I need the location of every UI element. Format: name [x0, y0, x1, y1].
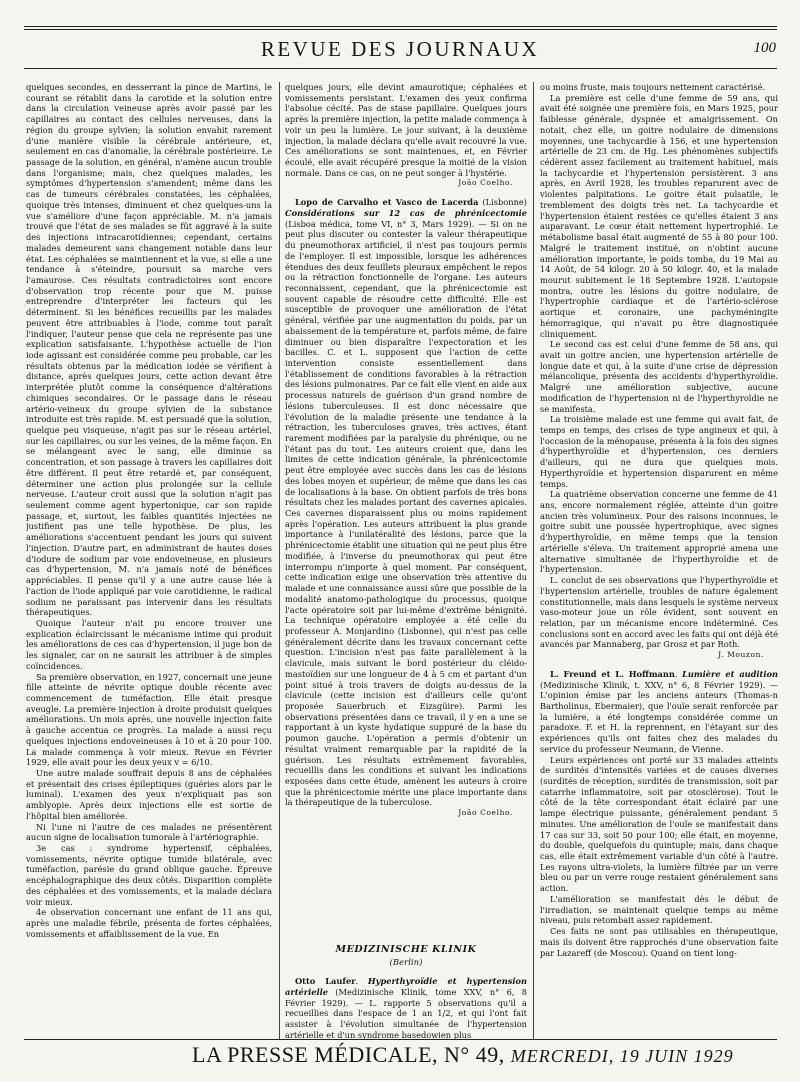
- article-title: Lumière et audition: [682, 668, 778, 679]
- article-author: L. Freund et L. Hoffmann: [550, 668, 675, 679]
- paragraph: quelques secondes, en desserrant la pince de Martins, le courant se rétablit dans la carotide et la solution entre dans la circulation veineuse après avoir passé par les capillaires au contact des cellules nerveuses, dans la région du groupe sylvien; la solution envahit rarement d'une manière visible la cérébrale antérieure, et, seulement en cas d'anomalie, la cérébrale postérieure. Le passage de la solution, en général, n'amène aucun trouble dans l'organisme; mais, chez quelques malades, les symptômes d'hypertension s'amendent; même dans les cas de tumeurs cérébrales constatées, les céphalées, quoique très intenses, diminuent et chez quelques-uns la vue s'améliore d'une façon appréciable. M. n'a jamais trouvé que l'état de ses malades se fût aggravé à la suite des injections intracarotidiennes; cependant, certains malades demeurent sans changement notable dans leur état. Les céphalées se maintiennent et la vue, si elle a une tendance à s'éteindre, poursuit sa marche vers l'amaurose. Ces résultats contradictoires sont encore d'observation trop récente pour que M. puisse entreprendre d'interpréter les facteurs qui les déterminent. Si les bénéfices recueillis par les malades peuvent être attribuables à l'iode, comme tout paraît l'indiquer, l'auteur pense que cela ne représente pas une explication satisfaisante. L'hypothèse actuelle de l'ion iode agissant est considérée comme peu probable, car les résultats obtenus par la médication iodée se vérifient à distance, après quelques jours, cette action devant être interprétée plutôt comme la conséquence d'altérations chimiques secondaires. Or le passage dans le réseau artério-veineux du groupe sylvien de la substance introduite est très rapide. M. est persuadé que la solution, quelque peu visqueuse, n'agit pas sur le réseau artériel, sur les capillaires, ou sur les veines, de la même façon. En se mélangeant avec le sang, elle diminue sa concentration, et son passage à travers les capillaires doit être différent. Il peut être retardé et, par conséquent, déterminer une action plus prolongée sur la cellule nerveuse. L'auteur croit aussi que la solution n'agit pas seulement comme agent hypertonique, car son rapide passage, et, surtout, les faibles quantités injectées ne justifient pas une telle hypothèse. De plus, les améliorations s'accentuent pendant les jours qui suivent l'injection. D'autre part, en administrant de hautes doses d'iodure de sodium par voie endoveineuse, en plusieurs cas d'hypertension, M. n'a jamais noté de bénéfices appréciables. Il pense qu'il y a une autre cause liée à l'action de l'iode appliqué par voie carotidienne, le radical sodium ne paraissant pas intervenir dans les résultats thérapeutiques.: [26, 82, 272, 618]
- article-laufer: Otto Laufer. Hyperthyroïdie et hypertension artérielle (Medizinische Klinik, tome XXV, n° 6, 8 Février 1929). — L. rapporte 5 observations qu'il a recueillies dans l'espace de 1 an 1/2, et qui l'ont fait assister à l'évolution simultanée de l'hypertension artérielle et d'un syndrome basedowien plus: [285, 976, 527, 1040]
- footer-date: MERCREDI, 19 JUIN 1929: [510, 1046, 734, 1066]
- header-top-rule: [24, 26, 777, 27]
- paragraph: quelques jours, elle devint amaurotique; céphalées et vomissements persistant. L'examen des yeux confirma l'absolue cécité. Pas de stase papillaire. Quelques jours après la première injection, la petite malade commença à voir un peu la lumière. Le jour suivant, à la deuxième injection, la malade déclara qu'elle avait recouvré la vue. Ces améliorations se sont maintenues, et, en Février écoulé, elle avait récupéré presque la moitié de la vision normale. Dans ce cas, on ne peut songer à l'hystérie.: [285, 82, 527, 178]
- section-heading: MEDIZINISCHE KLINIK: [335, 943, 477, 955]
- paragraph: Sa première observation, en 1927, concernait une jeune fille atteinte de névrite optique double récente avec commencement de tuméfaction. Elle était presque aveugle. La première injection à droite produisit quelques améliorations. Un mois après, une nouvelle injection faite à gauche accentua ce progrès. La malade a aussi reçu quelques injections endoveineuses à 10 et à 20 pour 100. La malade commença à voir mieux. Revue en Février 1929, elle avait pour les deux yeux v = 6/10.: [26, 671, 272, 768]
- paragraph: Ces faits ne sont pas utilisables en thérapeutique, mais ils doivent être rapprochés d'une observation faite par Lazareff (de Moscou). Quand on tient long-: [540, 926, 778, 958]
- paragraph: Le second cas est celui d'une femme de 58 ans, qui avait un goitre ancien, une hypertension artérielle de longue date et qui, à la suite d'une crise de dépression mélancolique, présenta des accidents d'hyperthyroïdie. Malgré une amélioration subjective, aucune modification de l'hypertension ni de l'hyperthyroïdie ne se manifesta.: [540, 339, 778, 414]
- paragraph: La quatrième observation concerne une femme de 41 ans, encore normalement réglée, atteinte d'un goitre ancien très volumineux. Pour des raisons inconnues, le goitre subit une poussée hypertrophique, avec signes d'hyperthyroïdie, en même temps que la tension artérielle s'éleva. Un traitement approprié amena une alternative simultanée de l'hyperthyroïdie et de l'hypertension.: [540, 489, 778, 575]
- paragraph: 4e observation concernant une enfant de 11 ans qui, après une maladie fébrile, présenta de fortes céphalées, vomissements et affaiblissement de la vue. En: [26, 907, 272, 939]
- column-3: [540, 82, 778, 1040]
- paragraph: L. conclut de ses observations que l'hyperthyroïdie et l'hypertension artérielle, troubles de nature également constitutionnelle, mais dans lesquels le système nerveux vaso-moteur joue un rôle évident, sont souvent en relation, par un mécanisme encore indéterminé. Ces conclusions sont en accord avec les faits qui ont déjà été avancés par Mannaberg, par Grosz et par Roth.: [540, 575, 778, 650]
- column-divider: [279, 82, 280, 1040]
- author-signature: João Coelho.: [458, 808, 513, 818]
- article-reference: (Lisboa médica, tome VI, n° 3, Mars 1929). —: [285, 218, 491, 229]
- article-author: Lopo de Carvalho et Vasco de Lacerda: [295, 197, 479, 208]
- article-text: Si on ne peut plus discuter ou contester la valeur thérapeutique du pneumothorax artificiel, il n'est pas toujours permis de l'employer. Il est impossible, lorsque les adhérences étendues des deux feuillets pleuraux empêchent le repos ou la rétraction fonctionnelle de l'organe. Les auteurs reconnaissent, cependant, que la phrénicectomie est souvent capable de résoudre cette difficulté. Elle est susceptible de provoquer une amélioration de l'état général, vérifiée par une augmentation du poids, par un abaissement de la température et, parfois même, de faire diminuer ou bien disparaître l'expectoration et les bacilles. C. et L. supposent que l'action de cette intervention consiste essentiellement dans l'établissement de conditions favorables à la rétraction des lésions pulmonaires. Par ce fait elle vient en aide aux processus naturels de guérison d'un grand nombre de lésions tuberculeuses. Il est donc nécessaire que l'évolution de la maladie présente une tendance à la rétraction, les tuberculoses graves, très actives, étant rarement modifiées par la paralysie du phrénique, ou ne l'étant pas du tout. Les auteurs croient que, dans les limites de cette indication générale, la phrénicectomie peut être employée avec succès dans les cas de lésions des lobes moyen et supérieur, de même que dans les cas de localisations à la base. On obtient parfois de très bons résultats chez les malades portant des cavernes apicales. Ces cavernes disparaissent plus ou moins rapidement après l'opération. Les auteurs attribuent la plus grande importance à l'unilatéralité des lésions, parce que la phrénicectomie établit une situation qui ne peut plus être modifiée, à l'inverse du pneumothorax qui peut être interrompu n'importe à quel moment. Par conséquent, cette indication exige une observation très attentive du malade et une connaissance aussi sûre que possible de la modalité anatomo-pathologique du processus, quoique l'acte opératoire soit par lui-même d'extrême bénignité. La technique opératoire employée a été celle du professeur A. Monjardino (Lisbonne), qui n'est pas celle généralement décrite dans les travaux concernant cette question. L'incision n'est pas faite parallèlement à la clavicule, mais suivant le bord postérieur du cléido-mastoïdien sur une longueur de 4 à 5 cm et partant d'un point situé à trois travers de doigts au-dessus de la clavicule (cette incision est d'ailleurs celle qu'ont proposée Sauerbruch et Eizsgüire). Parmi les observations présentées dans ce travail, il y en a une se rapportant à un kyste hydatique suppuré de la base du poumon gauche. L'opération a permis d'obtenir un résultat vraiment remarquable par la rapidité de la guérison. Les résultats extrêmement favorables, recueillis dans les conditions et suivant les indications exposées dans cette étude, amènent les auteurs à croire que la phrénicectomie mérite une place importante dans la thérapeutique de la tuberculose.: [285, 218, 527, 808]
- author-signature: João Coelho.: [458, 178, 513, 188]
- article-reference: (Medizinische Klinik, t. XXV, n° 6, 8 Février 1929). —: [540, 679, 778, 690]
- article-freund-hoffmann: L. Freund et L. Hoffmann. Lumière et audition (Medizinische Klinik, t. XXV, n° 6, 8 Février 1929). — L'opinion émise par les anciens auteurs (Thomas-n Bartholinus, Ebermaier), que l'ouïe serait renforcée par la lumière, a été longtemps considérée comme un paradoxe. F. et H. la reprennent, en l'étayant sur des expériences qu'ils ont faites chez des malades du service du professeur Neumann, de Vienne.: [540, 668, 778, 754]
- author-signature: J. Mouzon.: [718, 650, 764, 660]
- article-text: L'opinion émise par les anciens auteurs (Thomas-n Bartholinus, Ebermaier), que l'ouïe serait renforcée par la lumière, a été longtemps considérée comme un paradoxe. F. et H. la reprennent, en l'étayant sur des expériences qu'ils ont faites chez des malades du service du professeur Neumann, de Vienne.: [540, 690, 778, 754]
- header-top-rule-inner: [24, 29, 777, 30]
- page-footer: [192, 1042, 792, 1068]
- column-divider: [533, 82, 534, 1040]
- page-number: 100: [753, 40, 776, 56]
- paragraph: Une autre malade souffrait depuis 8 ans de céphalées et présentait des crises épileptiques (guéries alors par le luminal). L'examen des yeux n'expliquait pas son amblyopie. Après deux injections elle est sortie de l'hôpital bien améliorée.: [26, 768, 272, 821]
- paragraph: L'amélioration se manifestait dès le début de l'irradiation, se maintenait quelque temps au même niveau, puis retombait assez rapidement.: [540, 893, 778, 926]
- article-title: Considérations sur 12 cas de phrénicectomie: [285, 207, 527, 218]
- column-1: [26, 82, 272, 1040]
- paragraph: 3e cas : syndrome hypertensif, céphalées, vomissements, névrite optique tumide bilatérale, avec tuméfaction, parésie du grand oblique gauche. Épreuve encéphalographique des deux côtés. Disparition complète des céphalées et des vomissements, et la malade déclara voir mieux.: [26, 843, 272, 907]
- footer-journal: LA PRESSE MÉDICALE, N° 49,: [192, 1042, 505, 1067]
- paragraph: Ni l'une ni l'autre de ces malades ne présentèrent aucun signe de localisation tumorale à l'artériographie.: [26, 821, 272, 843]
- section-city: (Berlin): [389, 957, 423, 968]
- paragraph: La première est celle d'une femme de 59 ans, qui avait été soignée une première fois, en Mars 1925, pour faiblesse générale, dyspnée et amaigrissement. On notait, chez elle, un goitre nodulaire de dimensions moyennes, une tachycardie à 156, et une hypertension artérielle de 23 cm. de Hg. Les phénomènes subjectifs cédèrent assez facilement au traitement habituel, mais la tachycardie et l'hypertension persistèrent. 3 ans après, en Avril 1928, les troubles reparurent avec de violentes palpitations. Le goitre était pulsatile, le tremblement des doigts très net. La tachycardie et l'hypertension étaient restées ce qu'elles étaient 3 ans auparavant. Le cœur était nettement hypertrophié. Le métabolisme basal était augmenté de 55 à 80 pour 100. Malgré le traitement institué, on n'obtint aucune amélioration importante, le poids tomba, du 19 Mai au 14 Août, de 54 kilogr. 20 à 50 kilogr. 40, et la malade mourut subitement le 18 Septembre 1928. L'autopsie montra, outre les lésions du goitre nodulaire, de l'hypertrophie cardiaque et de l'artério-sclérose aortique et coronaire, une pachyméningite hémorragique, qui n'avait pu être diagnostiquée cliniquement.: [540, 92, 778, 339]
- paragraph: ou moins fruste, mais toujours nettement caractérisé.: [540, 82, 766, 92]
- paragraph: La troisième malade est une femme qui avait fait, de temps en temps, des crises de type angineux et qui, à l'occasion de la ménopause, présenta à la fois des signes d'hyperthyroïdie et d'hypertension, ces derniers d'ailleurs, qui ne dura que quelques mois. Hyperthyroïdie et hypertension disparurent en même temps.: [540, 414, 778, 489]
- article-title: Hyperthyroïdie et hypertension artérielle: [285, 976, 527, 998]
- column-2: [285, 82, 527, 1040]
- paragraph: Leurs expériences ont porté sur 33 malades atteints de surdités d'intensités variées et de causes diverses (surdités de réception, surdités de transmission, soit par catarrhe inflammatoire, soit par otosclérose). Tout le côté de la tête correspondant était éclairé par une lampe électrique puissante, généralement pendant 5 minutes. Une amélioration de l'ouïe se manifestait dans 17 cas sur 33, soit 50 pour 100; elle était, en moyenne, du double, quelquefois du quintuple; mais, dans chaque cas, elle était extrêmement variable d'un côté à l'autre. Les rayons ultra-violets, la lumière filtrée par un verre bleu ou par un verre rouge restaient généralement sans action.: [540, 754, 778, 894]
- paragraph: Quoique l'auteur n'ait pu encore trouver une explication éclaircissant le mécanisme intime qui produit les améliorations de ces cas d'hypertension, il juge bon de les signaler, car on ne saurait les attribuer à de simples coïncidences.: [26, 617, 272, 671]
- article-text: L. rapporte 5 observations qu'il a recueillies dans l'espace de 1 an 1/2, et qui l'ont fait assister à l'évolution simultanée de l'hypertension artérielle et d'un syndrome basedowien plus: [285, 997, 527, 1040]
- footer-rule: [24, 1039, 777, 1040]
- article-lopo-carvalho: [285, 197, 527, 808]
- page-title: REVUE DES JOURNAUX: [260, 37, 540, 61]
- article-reference: (Medizinische Klinik, tome XXV, n° 6, 8 Février 1929). —: [285, 987, 527, 1008]
- article-author: Otto Laufer: [295, 976, 356, 987]
- header-bottom-rule: [24, 68, 777, 69]
- article-location: (Lisbonne): [478, 197, 527, 208]
